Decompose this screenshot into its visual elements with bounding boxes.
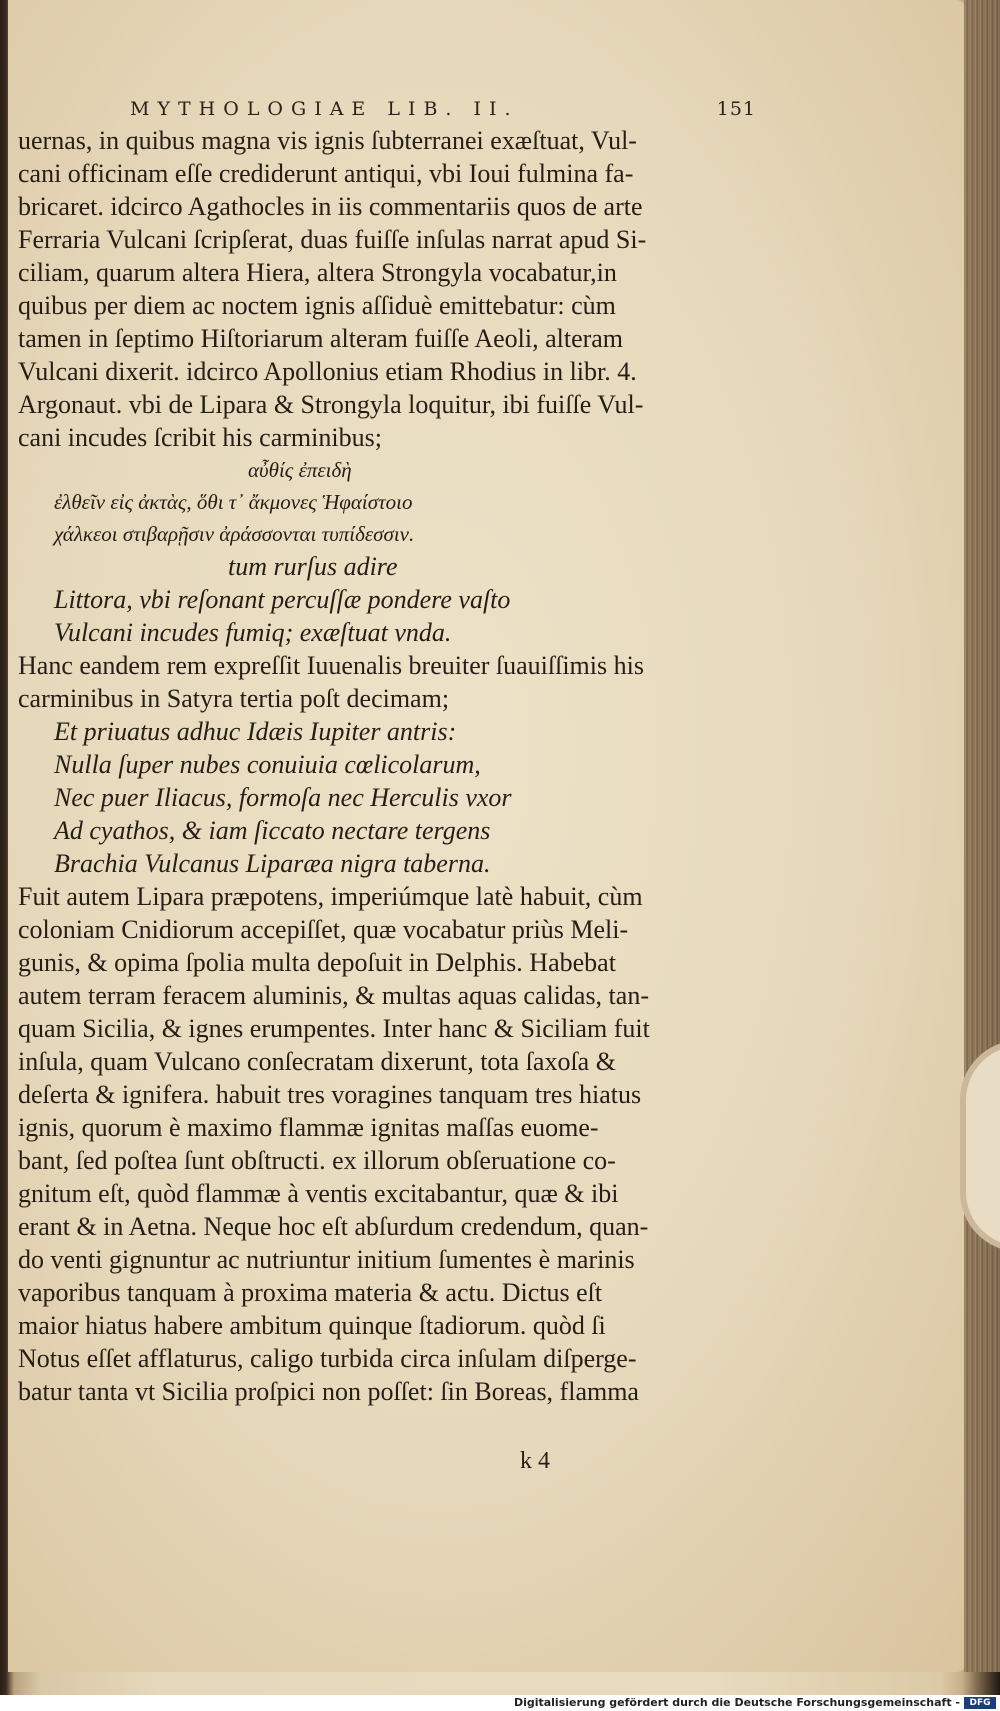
- text-line: Ferraria Vulcani ſcripſerat, duas fuiſſe inſulas narrat apud Si-: [18, 225, 647, 254]
- text-line: deſerta & ignifera. habuit tres voragines tanquam tres hiatus: [18, 1080, 642, 1109]
- latin-verse-line: Littora, vbi reſonant percuſſæ pondere vaſto: [54, 585, 511, 614]
- text-line: ciliam, quarum altera Hiera, altera Strongyla vocabatur,in: [18, 258, 617, 287]
- juvenal-verse-line: Et priuatus adhuc Idæis Iupiter antris:: [54, 717, 457, 746]
- text-line: quibus per diem ac noctem ignis aſſiduè emittebatur: cùm: [18, 291, 616, 320]
- text-line: cani officinam eſſe crediderunt antiqui, vbi Ioui fulmina fa-: [18, 159, 634, 188]
- folio-number: 151: [716, 98, 756, 120]
- text-line: maior hiatus habere ambitum quinque ſtadiorum. quòd ſi: [18, 1311, 606, 1340]
- text-line: erant & in Aetna. Neque hoc eſt abſurdum credendum, quan-: [18, 1212, 649, 1241]
- text-line: gnitum eſt, quòd flammæ à ventis excitabantur, quæ & ibi: [18, 1179, 619, 1208]
- text-line: Fuit autem Lipara præpotens, imperiúmque latè habuit, cùm: [18, 882, 643, 911]
- text-line: batur tanta vt Sicilia proſpici non poſſet: ſin Boreas, flamma: [18, 1377, 639, 1406]
- greek-verse-line: χάλκεοι στιβαρῇσιν ἀράσσονται τυπίδεσσιν.: [54, 522, 415, 546]
- text-line: coloniam Cnidiorum accepiſſet, quæ vocabatur priùs Meli-: [18, 915, 629, 944]
- page-body: [18, 124, 738, 1408]
- dfg-logo-icon: DFG: [964, 1697, 996, 1709]
- text-line: gunis, & opima ſpolia multa depoſuit in Delphis. Habebat: [18, 948, 616, 977]
- latin-verse-line: Vulcani incudes fumiq; exæſtuat vnda.: [54, 618, 452, 647]
- greek-verse-line: ἐλθεῖν εἰς ἀκτὰς, ὅθι τ᾽ ἄκμονες Ἡφαίστοιο: [54, 490, 413, 514]
- digitization-footer: [0, 1695, 1000, 1711]
- footer-credit: Digitalisierung gefördert durch die Deutsche Forschungsgemeinschaft -: [513, 1696, 960, 1709]
- text-line: do venti gignuntur ac nutriuntur initium ſumentes è marinis: [18, 1245, 635, 1274]
- latin-verse-line: tum rurſus adire: [228, 552, 398, 581]
- text-line: quam Sicilia, & ignes erumpentes. Inter hanc & Siciliam fuit: [18, 1014, 650, 1043]
- juvenal-verse-line: Nulla ſuper nubes conuiuia cœlicolarum,: [54, 750, 481, 779]
- running-header: [130, 98, 756, 120]
- text-line: autem terram feracem aluminis, & multas aquas calidas, tan-: [18, 981, 649, 1010]
- text-line: Notus eſſet afflaturus, caligo turbida circa inſulam diſperge-: [18, 1344, 637, 1373]
- signature-mark: k 4: [520, 1448, 550, 1474]
- juvenal-verse-line: Ad cyathos, & iam ſiccato nectare tergens: [54, 816, 491, 845]
- text-line: cani incudes ſcribit his carminibus;: [18, 423, 382, 452]
- running-title: MYTHOLOGIAE LIB. II.: [130, 98, 519, 120]
- text-line: Argonaut. vbi de Lipara & Strongyla loquitur, ibi fuiſſe Vul-: [18, 390, 644, 419]
- text-line: Hanc eandem rem expreſſit Iuuenalis breuiter ſuauiſſimis his: [18, 651, 644, 680]
- text-line: ignis, quorum è maximo flammæ ignitas maſſas euome-: [18, 1113, 599, 1142]
- text-line: uernas, in quibus magna vis ignis ſubterranei exæſtuat, Vul-: [18, 126, 637, 155]
- text-line: carminibus in Satyra tertia poſt decimam;: [18, 684, 450, 713]
- juvenal-verse-line: Nec puer Iliacus, formoſa nec Herculis vxor: [54, 783, 512, 812]
- page-fore-edge: [964, 0, 1000, 1672]
- text-line: inſula, quam Vulcano conſecratam dixerunt, tota ſaxoſa &: [18, 1047, 616, 1076]
- juvenal-verse-line: Brachia Vulcanus Liparæa nigra taberna.: [54, 849, 491, 878]
- text-line: bant, ſed poſtea ſunt obſtructi. ex illorum obſeruatione co-: [18, 1146, 616, 1175]
- text-line: bricaret. idcirco Agathocles in iis commentariis quos de arte: [18, 192, 643, 221]
- text-line: tamen in ſeptimo Hiſtoriarum alteram fuiſſe Aeoli, alteram: [18, 324, 624, 353]
- text-line: Vulcani dixerit. idcirco Apollonius etiam Rhodius in libr. 4.: [18, 357, 637, 386]
- greek-verse-line: αὖθίς ἐπειδὴ: [248, 458, 352, 482]
- text-line: vaporibus tanquam à proxima materia & actu. Dictus eſt: [18, 1278, 603, 1307]
